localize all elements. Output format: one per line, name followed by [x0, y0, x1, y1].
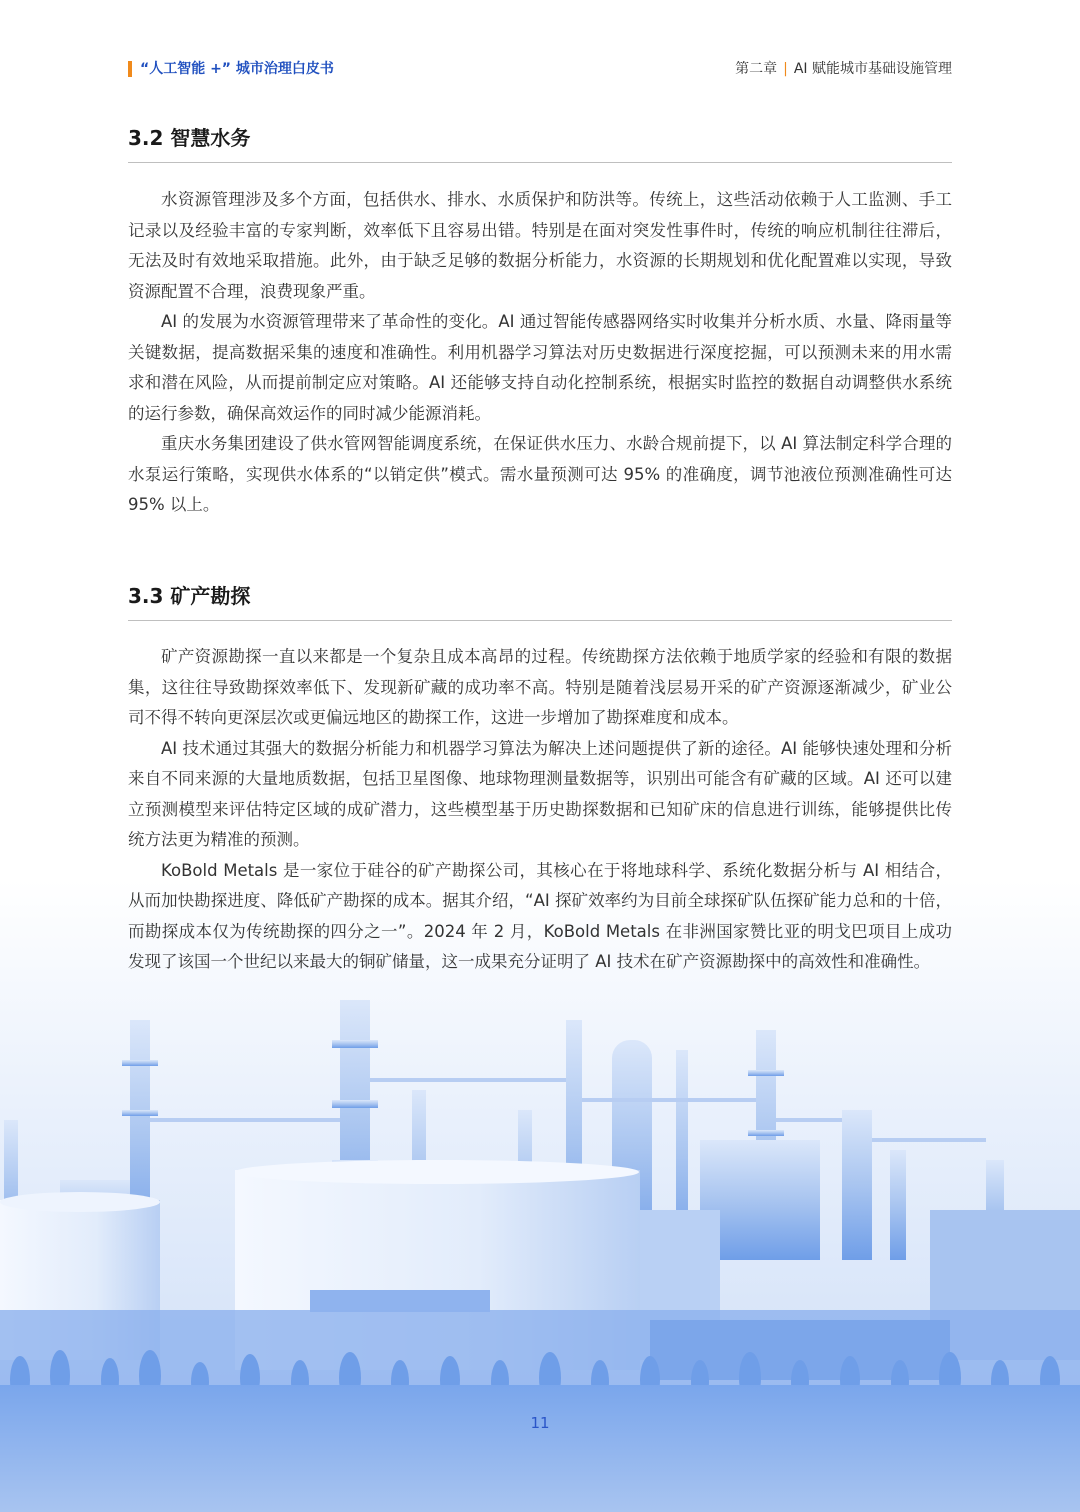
header-accent-bar	[128, 61, 132, 77]
chapter-title: AI 赋能城市基础设施管理	[793, 61, 952, 77]
paragraph: 重庆水务集团建设了供水管网智能调度系统，在保证供水压力、水龄合规前提下，以 AI 算法制定科学合理的水泵运行策略，实现供水体系的“以销定供”模式。需水量预测可达 95% 的准确度，调节池液位预测准确性可达 95% 以上。	[128, 434, 952, 514]
paragraph: KoBold Metals 是一家位于硅谷的矿产勘探公司，其核心在于将地球科学、系统化数据分析与 AI 相结合，从而加快勘探进度、降低矿产勘探的成本。据其介绍，“AI 探矿效率约为目前全球探矿队伍探矿能力总和的十倍，而勘探成本仅为传统勘探的四分之一”。2024 年 2 月，KoBold Metals 在非洲国家赞比亚的明戈巴项目上成功发现了该国一个世纪以来最大的铜矿储量，这一成果充分证明了 AI 技术在矿产资源勘探中的高效性和准确性。	[128, 860, 952, 971]
section-title-mineral-exploration: 3.3 矿产勘探	[128, 582, 952, 621]
paragraph: AI 技术通过其强大的数据分析能力和机器学习算法为解决上述问题提供了新的途径。AI 能够快速处理和分析来自不同来源的大量地质数据，包括卫星图像、地球物理测量数据等，识别出可能含有矿藏的区域。AI 还可以建立预测模型来评估特定区域的成矿潜力，这些模型基于历史勘探数据和已知矿床的信息进行训练，能够提供比传统方法更为精准的预测。	[128, 738, 952, 849]
paragraph: 矿产资源勘探一直以来都是一个复杂且成本高昂的过程。传统勘探方法依赖于地质学家的经验和有限的数据集，这往往导致勘探效率低下、发现新矿藏的成功率不高。特别是随着浅层易开采的矿产资源逐渐减少，矿业公司不得不转向更深层次或更偏远地区的勘探工作，这进一步增加了勘探难度和成本。	[128, 647, 952, 727]
page-header	[128, 58, 952, 80]
section-title-smart-water: 3.2 智慧水务	[128, 124, 952, 163]
paragraph: AI 的发展为水资源管理带来了革命性的变化。AI 通过智能传感器网络实时收集并分析水质、水量、降雨量等关键数据，提高数据采集的速度和准确性。利用机器学习算法对历史数据进行深度挖掘，可以预测未来的用水需求和潜在风险，从而提前制定应对策略。AI 还能够支持自动化控制系统，根据实时监控的数据自动调整供水系统的运行参数，确保高效运作的同时减少能源消耗。	[128, 312, 952, 423]
chapter-separator: |	[783, 61, 788, 77]
chapter-number: 第二章	[735, 61, 778, 77]
section-body-mineral-exploration	[128, 642, 952, 978]
paragraph: 水资源管理涉及多个方面，包括供水、排水、水质保护和防洪等。传统上，这些活动依赖于人工监测、手工记录以及经验丰富的专家判断，效率低下且容易出错。特别是在面对突发性事件时，传统的响应机制往往滞后，无法及时有效地采取措施。此外，由于缺乏足够的数据分析能力，水资源的长期规划和优化配置难以实现，导致资源配置不合理，浪费现象严重。	[128, 190, 952, 301]
page-number: 11	[530, 1414, 550, 1432]
chapter-heading	[735, 58, 952, 80]
document-title: “人工智能 +” 城市治理白皮书	[140, 61, 334, 77]
section-body-smart-water	[128, 185, 952, 521]
